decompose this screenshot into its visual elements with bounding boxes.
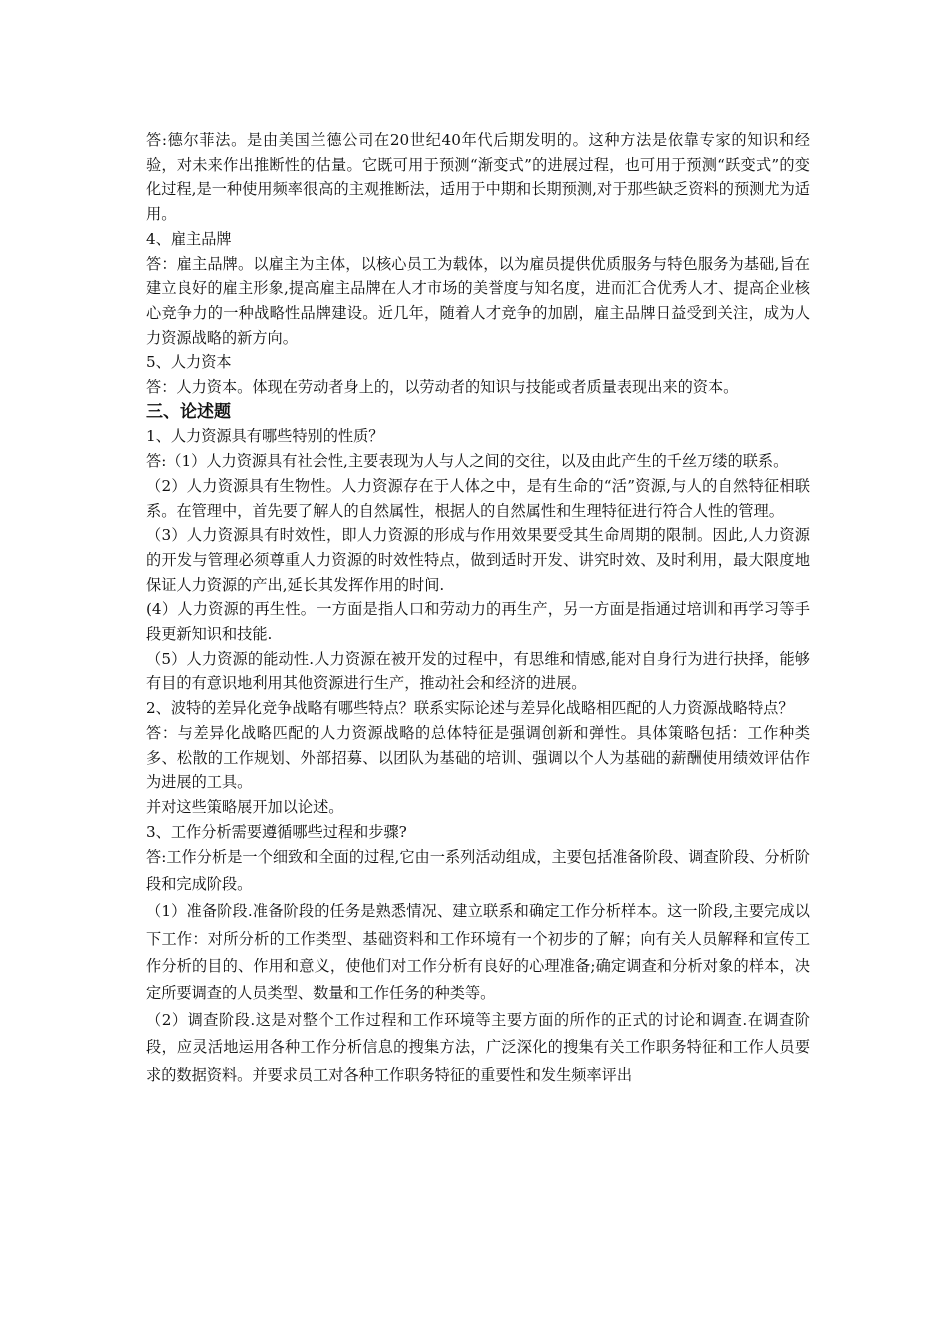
paragraph: 4、雇主品牌 — [146, 229, 232, 248]
paragraph: 答：雇主品牌。以雇主为主体，以核心员工为载体，以为雇员提供优质服务与特色服务为基础,旨在建立良好的雇主形象,提高雇主品牌在人才市场的美誉度与知名度，进而汇合优秀人才、提高企业核心竞争力的一种战略性品牌建设。近几年，随着人才竞争的加剧，雇主品牌日益受到关注，成为人力资源战略的新方向。 — [146, 254, 810, 347]
paragraph: （2）人力资源具有生物性。人力资源存在于人体之中，是有生命的“活”资源,与人的自然特征相联系。在管理中，首先要了解人的自然属性，根据人的自然属性和生理特征进行符合人性的管理。 — [146, 476, 810, 520]
paragraph: （2）调查阶段.这是对整个工作过程和工作环境等主要方面的所作的正式的讨论和调查.在调查阶段，应灵活地运用各种工作分析信息的搜集方法，广泛深化的搜集有关工作职务特征和工作人员要求的数据资料。并要求员工对各种工作职务特征的重要性和发生频率评出 — [146, 1011, 810, 1084]
paragraph: （1）准备阶段.准备阶段的任务是熟悉情况、建立联系和确定工作分析样本。这一阶段,主要完成以下工作：对所分析的工作类型、基础资料和工作环境有一个初步的了解；向有关人员解释和宣传工作分析的目的、作用和意义，使他们对工作分析有良好的心理准备;确定调查和分析对象的样本，决定所要调查的人员类型、数量和工作任务的种类等。 — [146, 902, 810, 1002]
section-heading: 三、论述题 — [146, 401, 231, 422]
paragraph: 答：人力资本。体现在劳动者身上的，以劳动者的知识与技能或者质量表现出来的资本。 — [146, 378, 739, 397]
paragraph: 并对这些策略展开加以论述。 — [146, 797, 344, 816]
paragraph: 5、人力资本 — [146, 353, 232, 372]
paragraph: （3）人力资源具有时效性，即人力资源的形成与作用效果要受其生命周期的限制。因此,人力资源的开发与管理必须尊重人力资源的时效性特点，做到适时开发、讲究时效、及时利用，最大限度地保证人力资源的产出,延长其发挥作用的时间. — [146, 526, 810, 594]
paragraph: (4）人力资源的再生性。一方面是指人口和劳动力的再生产，另一方面是指通过培训和再学习等手段更新知识和技能. — [146, 600, 810, 644]
paragraph: 答：与差异化战略匹配的人力资源战略的总体特征是强调创新和弹性。具体策略包括：工作种类多、松散的工作规划、外部招募、以团队为基础的培训、强调以个人为基础的薪酬使用绩效评估作为进展的工具。 — [146, 723, 810, 792]
paragraph: 答:（1）人力资源具有社会性,主要表现为人与人之间的交往，以及由此产生的千丝万缕的联系。 — [146, 452, 789, 471]
paragraph: （5）人力资源的能动性.人力资源在被开发的过程中，有思维和情感,能对自身行为进行抉择，能够有目的有意识地利用其他资源进行生产，推动社会和经济的进展。 — [146, 649, 810, 693]
paragraph: 答:德尔菲法。是由美国兰德公司在20世纪40年代后期发明的。这种方法是依靠专家的知识和经验，对未来作出推断性的估量。它既可用于预测“渐变式”的进展过程，也可用于预测“跃变式”的变化过程,是一种使用频率很高的主观推断法，适用于中期和长期预测,对于那些缺乏资料的预测尤为适用。 — [146, 131, 810, 224]
paragraph: 3、工作分析需要遵循哪些过程和步骤? — [146, 822, 407, 841]
paragraph: 1、人力资源具有哪些特别的性质？ — [146, 427, 384, 446]
paragraph: 答:工作分析是一个细致和全面的过程,它由一系列活动组成，主要包括准备阶段、调查阶段、分析阶段和完成阶段。 — [146, 847, 810, 894]
paragraph: 2、波特的差异化竞争战略有哪些特点？联系实际论述与差异化战略相匹配的人力资源战略特点？ — [146, 699, 794, 718]
document-page — [146, 128, 810, 1089]
